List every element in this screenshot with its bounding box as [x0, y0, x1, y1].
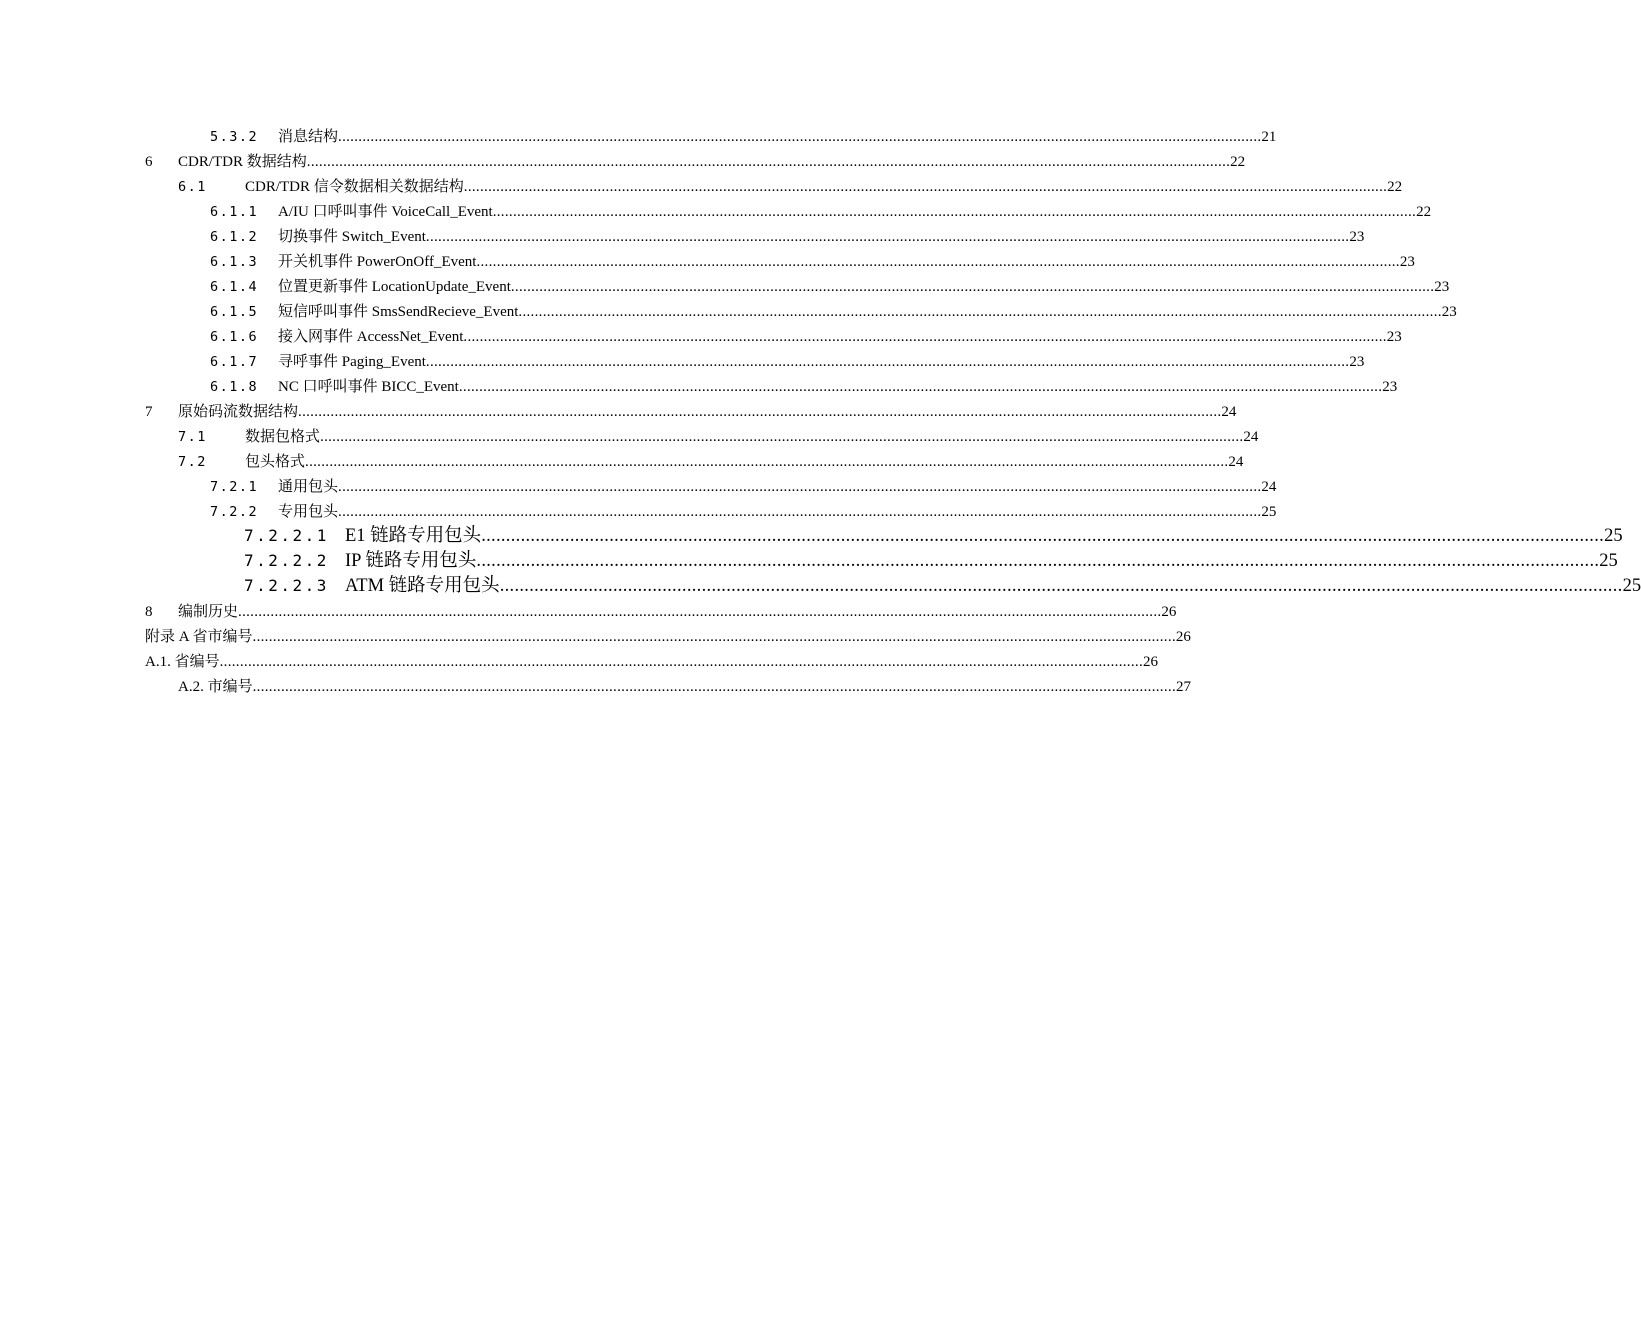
- toc-entry-page: 24: [1228, 454, 1244, 470]
- toc-entry-title: 短信呼叫事件 SmsSendRecieve_Event: [278, 304, 519, 320]
- dot-leader: ....................................................................................................................................................................................................................................: [219, 654, 1143, 670]
- toc-entry-title: A/IU 口呼叫事件 VoiceCall_Event: [278, 204, 493, 220]
- toc-entry-6-1-2[interactable]: [0, 226, 1365, 248]
- toc-entry-6-1-3[interactable]: [0, 251, 1415, 273]
- dot-leader: ....................................................................................................................................................................................................................................: [320, 429, 1244, 445]
- toc-entry-number: 6.1.5: [210, 304, 259, 320]
- toc-entry-title: E1 链路专用包头: [345, 526, 482, 546]
- toc-entry-number: 6.1.4: [210, 279, 259, 295]
- toc-entry-page: 23: [1382, 379, 1398, 395]
- toc-entry-page: 24: [1243, 429, 1259, 445]
- toc-entry-number: 6.1: [178, 179, 207, 195]
- dot-leader: ....................................................................................................................................................................................................................................: [252, 629, 1176, 645]
- dot-leader: ....................................................................................................................................................................................................................................: [425, 354, 1350, 370]
- toc-entry-number: 6.1.2: [210, 229, 259, 245]
- toc-entry-title: 接入网事件 AccessNet_Event: [278, 329, 464, 345]
- dot-leader: ....................................................................................................................................................................................................................................: [518, 304, 1442, 320]
- toc-entry-title: 切换事件 Switch_Event: [278, 229, 426, 245]
- toc-entry-number: 6.1.8: [210, 379, 259, 395]
- toc-entry-8[interactable]: [0, 601, 1177, 623]
- toc-entry-title: 专用包头: [278, 504, 339, 520]
- toc-entry-number: 7: [145, 404, 153, 420]
- toc-entry-title: 包头格式: [245, 454, 306, 470]
- dot-leader: ....................................................................................................................................................................................................................................: [425, 229, 1350, 245]
- dot-leader: ....................................................................................................................................................................................................................................: [305, 454, 1229, 470]
- toc-entry-6-1-5[interactable]: [0, 301, 1457, 323]
- dot-leader: ....................................................................................................................................................................................................................................: [338, 504, 1262, 520]
- toc-entry-page: 23: [1434, 279, 1450, 295]
- toc-entry-page: 23: [1399, 254, 1415, 270]
- toc-entry-5-3-2[interactable]: [0, 126, 1277, 148]
- dot-leader: ....................................................................................................................................................................................................................................: [476, 551, 1600, 571]
- dot-leader: ....................................................................................................................................................................................................................................: [510, 279, 1435, 295]
- toc-entry-title: 位置更新事件 LocationUpdate_Event: [278, 279, 511, 295]
- toc-entry-page: 26: [1161, 604, 1177, 620]
- toc-entry-title: 编制历史: [178, 604, 239, 620]
- toc-entry-page: 23: [1349, 229, 1365, 245]
- toc-entry-7-1[interactable]: [0, 426, 1259, 448]
- toc-entry-number: 7.2.1: [210, 479, 259, 495]
- toc-entry-7-2-2-2[interactable]: [0, 549, 1618, 571]
- toc-entry-number: 7.2.2.1: [244, 526, 329, 545]
- toc-entry-number: 8: [145, 604, 153, 620]
- toc-entry-page: 24: [1261, 479, 1277, 495]
- toc-entry-page: 25: [1622, 576, 1641, 596]
- toc-entry-page: 21: [1261, 129, 1277, 145]
- toc-entry-title: CDR/TDR 信令数据相关数据结构: [245, 179, 464, 195]
- toc-entry-title: ATM 链路专用包头: [345, 576, 500, 596]
- dot-leader: ....................................................................................................................................................................................................................................: [492, 204, 1417, 220]
- toc-entry-title: NC 口呼叫事件 BICC_Event: [278, 379, 459, 395]
- dot-leader: ....................................................................................................................................................................................................................................: [338, 479, 1262, 495]
- dot-leader: ....................................................................................................................................................................................................................................: [463, 329, 1387, 345]
- toc-entry-6-1-1[interactable]: [0, 201, 1432, 223]
- toc-entry-a-1[interactable]: [0, 651, 1158, 673]
- toc-entry-page: 23: [1441, 304, 1457, 320]
- toc-entry-number: 7.2.2.3: [244, 576, 329, 595]
- toc-entry-7-2-2-1[interactable]: [0, 524, 1623, 546]
- toc-entry-title: 通用包头: [278, 479, 339, 495]
- toc-entry-number: 7.2: [178, 454, 207, 470]
- toc-entry-number: 6.1.1: [210, 204, 259, 220]
- toc-entry-page: 24: [1221, 404, 1237, 420]
- dot-leader: ....................................................................................................................................................................................................................................: [252, 679, 1176, 695]
- dot-leader: ....................................................................................................................................................................................................................................: [499, 576, 1623, 596]
- toc-entry-title: 原始码流数据结构: [178, 404, 299, 420]
- toc-entry-appendix-a[interactable]: [0, 626, 1191, 648]
- toc-entry-number: 6.1.3: [210, 254, 259, 270]
- dot-leader: ....................................................................................................................................................................................................................................: [476, 254, 1400, 270]
- toc-entry-7-2[interactable]: [0, 451, 1244, 473]
- dot-leader: ....................................................................................................................................................................................................................................: [458, 379, 1383, 395]
- toc-entry-page: 26: [1143, 654, 1158, 670]
- dot-leader: ....................................................................................................................................................................................................................................: [338, 129, 1262, 145]
- toc-entry-number: 6.1.7: [210, 354, 259, 370]
- toc-entry-number: 7.2.2: [210, 504, 259, 520]
- dot-leader: ....................................................................................................................................................................................................................................: [306, 154, 1231, 170]
- toc-entry-number: 7.1: [178, 429, 207, 445]
- dot-leader: ....................................................................................................................................................................................................................................: [481, 526, 1605, 546]
- toc-entry-page: 22: [1416, 204, 1432, 220]
- dot-leader: ....................................................................................................................................................................................................................................: [298, 404, 1222, 420]
- toc-entry-title: A.2. 市编号: [178, 679, 253, 695]
- toc-entry-title: CDR/TDR 数据结构: [178, 154, 307, 170]
- toc-entry-7-2-2-3[interactable]: [0, 574, 1641, 596]
- toc-entry-title: 开关机事件 PowerOnOff_Event: [278, 254, 477, 270]
- toc-entry-6[interactable]: [0, 151, 1246, 173]
- toc-entry-7-2-1[interactable]: [0, 476, 1277, 498]
- toc-entry-page: 23: [1386, 329, 1402, 345]
- toc-entry-number: 6: [145, 154, 153, 170]
- toc-entry-title: 附录 A 省市编号: [145, 629, 253, 645]
- toc-entry-7[interactable]: [0, 401, 1237, 423]
- toc-entry-page: 25: [1604, 526, 1623, 546]
- toc-entry-page: 25: [1261, 504, 1277, 520]
- toc-entry-title: 数据包格式: [245, 429, 321, 445]
- toc-entry-page: 26: [1175, 629, 1191, 645]
- toc-entry-title: A.1. 省编号: [145, 654, 220, 670]
- toc-entry-6-1-7[interactable]: [0, 351, 1365, 373]
- toc-entry-6-1[interactable]: [0, 176, 1403, 198]
- toc-entry-number: 5.3.2: [210, 129, 259, 145]
- dot-leader: ....................................................................................................................................................................................................................................: [238, 604, 1162, 620]
- toc-entry-7-2-2[interactable]: [0, 501, 1277, 523]
- toc-entry-number: 6.1.6: [210, 329, 259, 345]
- toc-entry-number: 7.2.2.2: [244, 551, 329, 570]
- toc-entry-6-1-4[interactable]: [0, 276, 1450, 298]
- toc-entry-page: 25: [1599, 551, 1618, 571]
- toc-entry-page: 27: [1176, 679, 1191, 695]
- toc-entry-a-2[interactable]: [0, 676, 1191, 698]
- toc-entry-page: 22: [1387, 179, 1403, 195]
- toc-entry-6-1-8[interactable]: [0, 376, 1398, 398]
- toc-entry-6-1-6[interactable]: [0, 326, 1402, 348]
- toc-entry-page: 22: [1230, 154, 1246, 170]
- dot-leader: ....................................................................................................................................................................................................................................: [463, 179, 1388, 195]
- toc-entry-page: 23: [1349, 354, 1365, 370]
- toc-entry-title: IP 链路专用包头: [345, 551, 477, 571]
- toc-entry-title: 消息结构: [278, 129, 339, 145]
- toc-entry-title: 寻呼事件 Paging_Event: [278, 354, 426, 370]
